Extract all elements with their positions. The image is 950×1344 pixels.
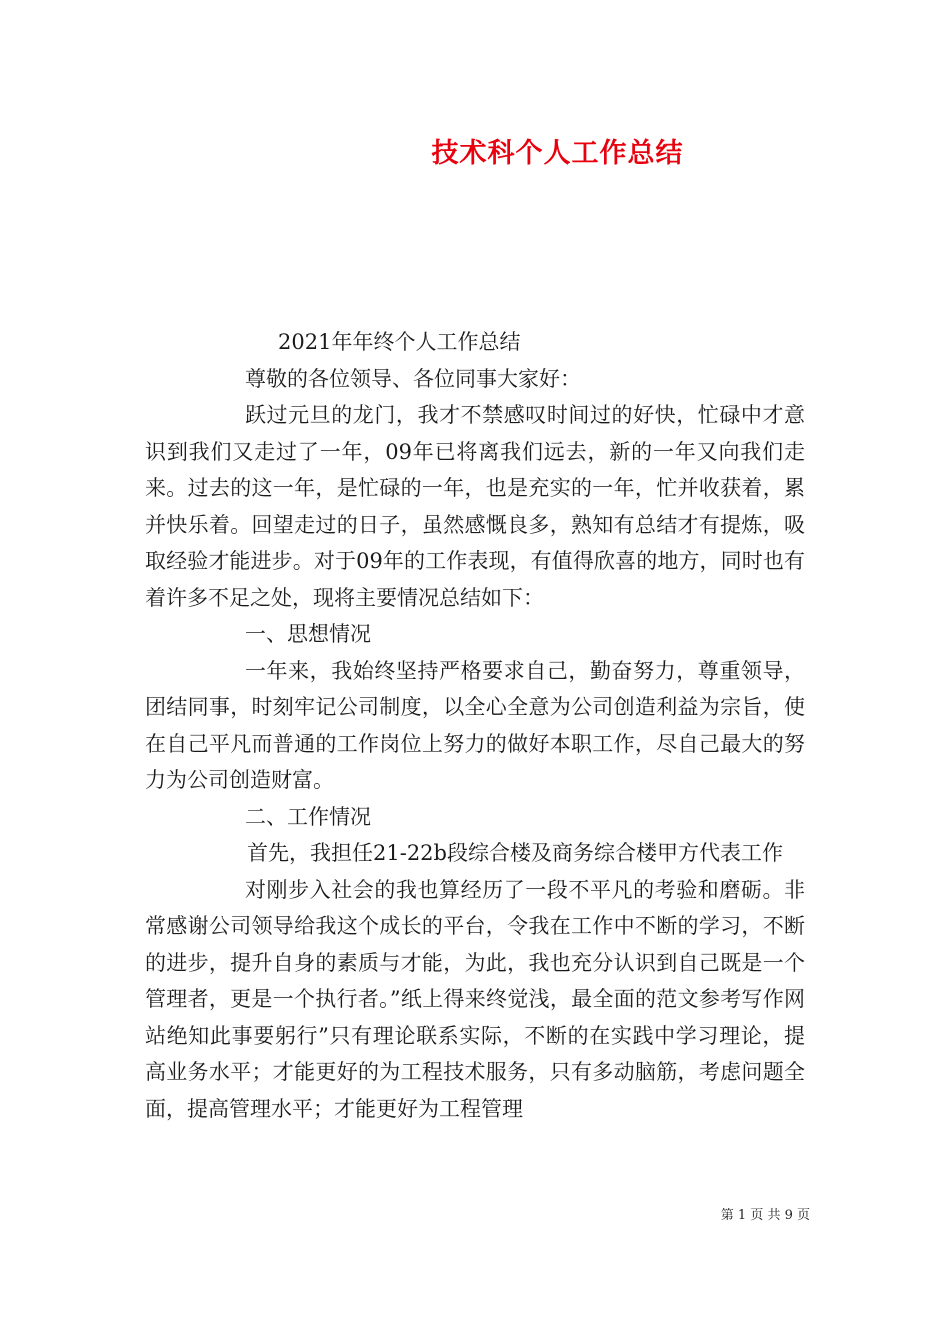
- page-number: 第 1 页 共 9 页: [720, 1208, 810, 1223]
- paragraph-work-detail: 对刚步入社会的我也算经历了一段不平凡的考验和磨砺。非常感谢公司领导给我这个成长的平台，令我在工作中不断的学习，不断的进步，提升自身的素质与才能，为此，我也充分认识到自己既是一个管理者，更是一个执行者。”纸上得来终觉浅，最全面的范文参考写作网站绝知此事要躬行”只有理论联系实际，不断的在实践中学习理论，提高业务水平；才能更好的为工程技术服务，只有多动脑筋，考虑问题全面，提高管理水平；才能更好为工程管理: [145, 877, 805, 1121]
- paragraph-intro: 跃过元旦的龙门，我才不禁感叹时间过的好快，忙碌中才意识到我们又走过了一年，09年已将离我们远去，新的一年又向我们走来。过去的这一年，是忙碌的一年，也是充实的一年，忙并收获着，累并快乐着。回望走过的日子，虽然感慨良多，熟知有总结才有提炼，吸取经验才能进步。对于09年的工作表现，有值得欣喜的地方，同时也有着许多不足之处，现将主要情况总结如下：: [145, 403, 805, 610]
- document-subtitle: 2021年年终个人工作总结: [278, 330, 521, 354]
- document-title: 技术科个人工作总结: [431, 138, 684, 169]
- paragraph-thought: 一年来，我始终坚持严格要求自己，勤奋努力，尊重领导，团结同事，时刻牢记公司制度，以全心全意为公司创造利益为宗旨，使在自己平凡而普通的工作岗位上努力的做好本职工作，尽自己最大的努力为公司创造财富。: [145, 658, 805, 792]
- section-heading-work: 二、工作情况: [245, 804, 371, 829]
- paragraph-work-first: 首先，我担任21-22b段综合楼及商务综合楼甲方代表工作: [247, 841, 783, 865]
- section-heading-thought: 一、思想情况: [245, 622, 371, 646]
- document-body: [145, 324, 805, 1127]
- greeting: 尊敬的各位领导、各位同事大家好：: [245, 366, 581, 391]
